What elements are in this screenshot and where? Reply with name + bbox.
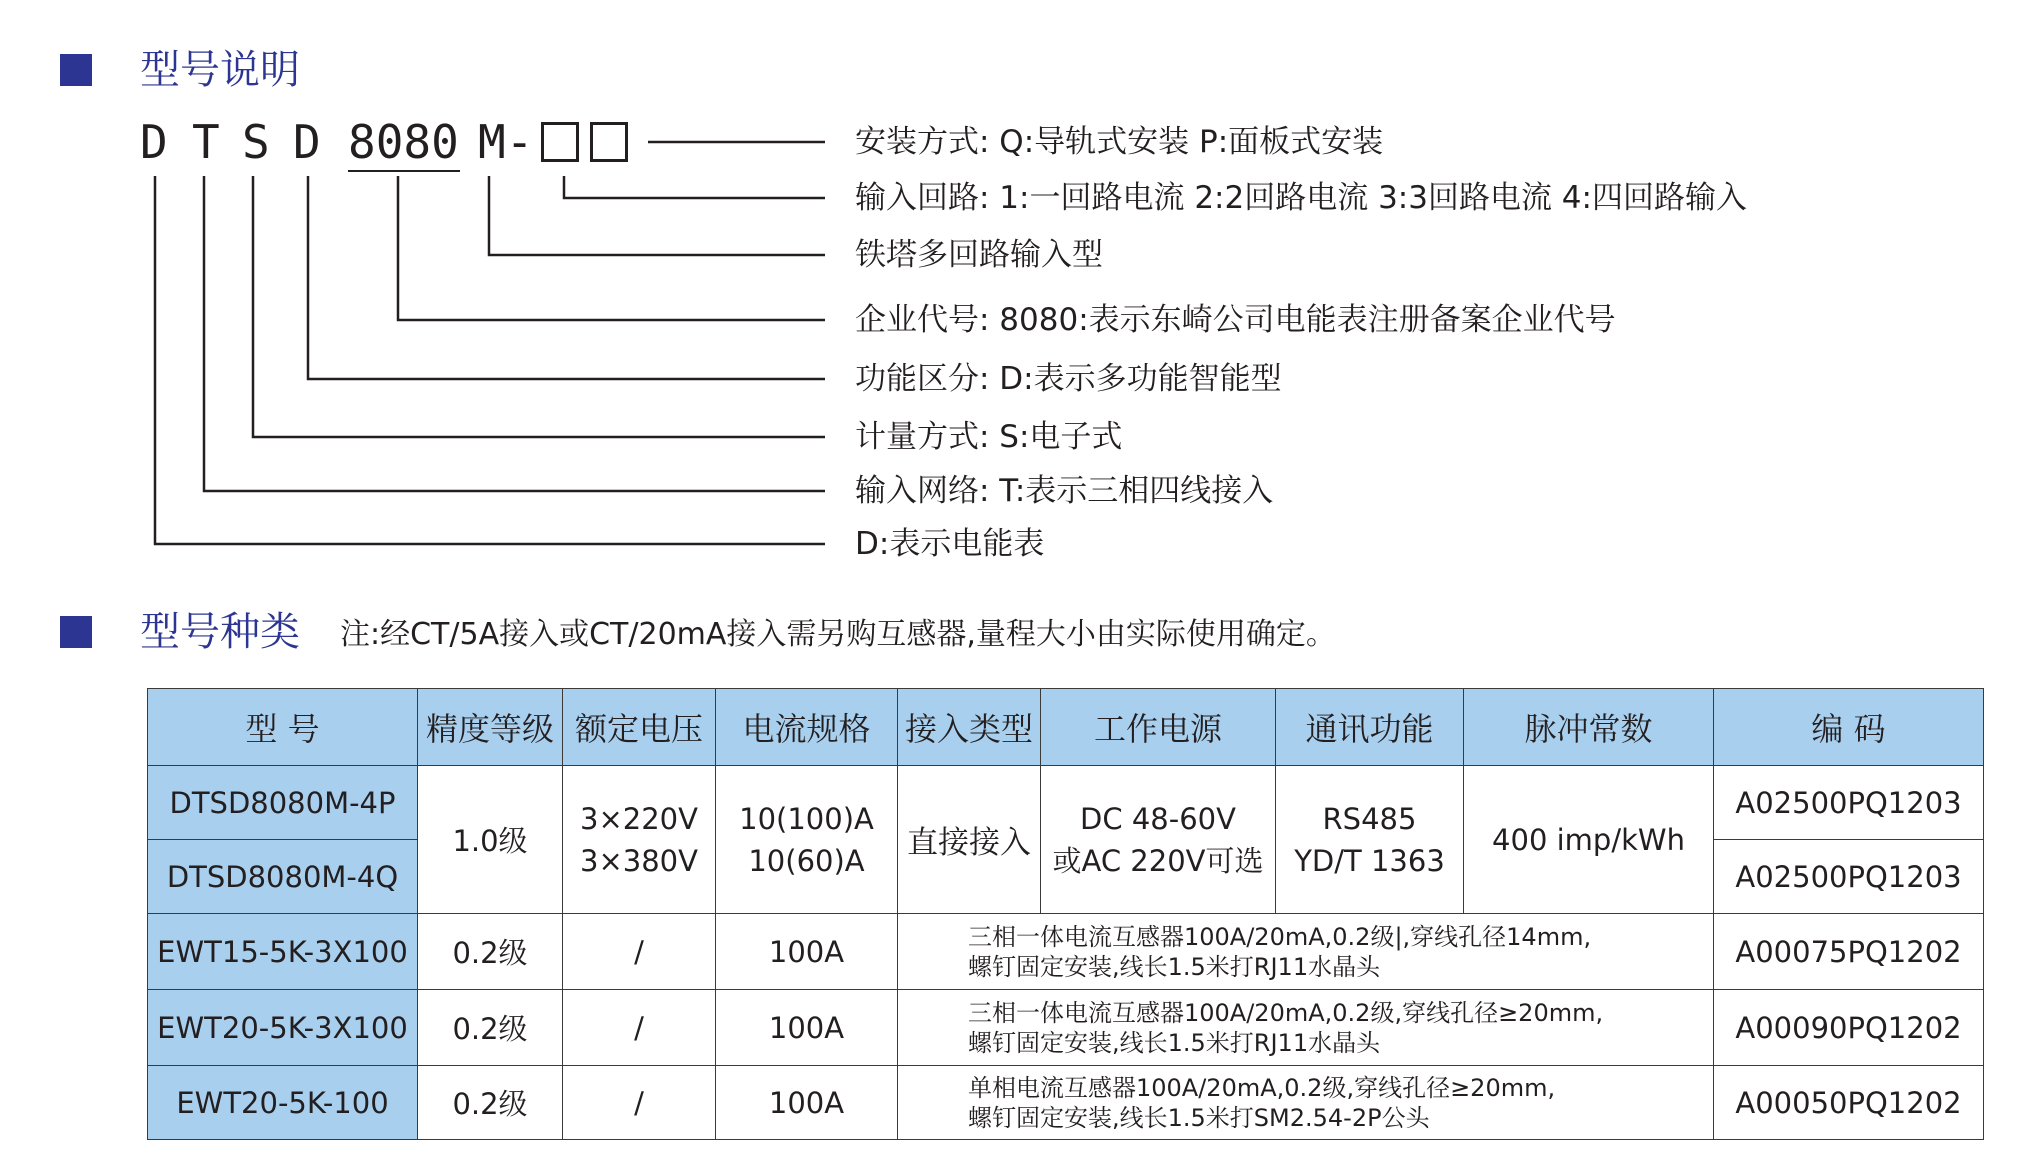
header-current: 电流规格	[716, 689, 898, 766]
cell-accuracy: 0.2级	[418, 1066, 563, 1140]
cell-access: 直接接入	[898, 766, 1041, 914]
cell-code: A00090PQ1202	[1714, 990, 1984, 1066]
power-line: DC 48-60V	[1080, 801, 1236, 836]
header-voltage: 额定电压	[563, 689, 716, 766]
desc-line: 螺钉固定安装,线长1.5米打SM2.54-2P公头	[968, 1103, 1430, 1132]
header-code: 编 码	[1714, 689, 1984, 766]
cell-code: A02500PQ1203	[1714, 840, 1984, 914]
cell-model: EWT20-5K-100	[148, 1066, 418, 1140]
cell-description	[898, 1066, 1714, 1140]
cell-pulse: 400 imp/kWh	[1464, 766, 1714, 914]
section-title: 型号种类	[140, 609, 300, 655]
code-char-s: S	[242, 115, 270, 169]
cell-model: DTSD8080M-4Q	[148, 840, 418, 914]
table-row	[148, 914, 1984, 990]
desc-line: 单相电流互感器100A/20mA,0.2级,穿线孔径≥20mm,	[968, 1073, 1556, 1102]
header-accuracy: 精度等级	[418, 689, 563, 766]
header-access: 接入类型	[898, 689, 1041, 766]
line-circuits	[564, 176, 825, 198]
header-comm: 通讯功能	[1276, 689, 1464, 766]
voltage-line: 3×220V	[580, 801, 698, 836]
cell-voltage: /	[563, 914, 716, 990]
cell-voltage: /	[563, 990, 716, 1066]
cell-model: EWT20-5K-3X100	[148, 990, 418, 1066]
legend-mount-type: 安装方式: Q:导轨式安装 P:面板式安装	[855, 124, 1384, 160]
current-line: 10(60)A	[748, 843, 865, 878]
voltage-line: 3×380V	[580, 843, 698, 878]
cell-code: A00075PQ1202	[1714, 914, 1984, 990]
power-line: 或AC 220V可选	[1052, 843, 1264, 878]
line-metering	[253, 176, 825, 437]
table-header-row	[148, 689, 1984, 766]
table-row	[148, 990, 1984, 1066]
cell-code: A02500PQ1203	[1714, 766, 1984, 840]
cell-description	[898, 990, 1714, 1066]
cell-description	[898, 914, 1714, 990]
comm-line: YD/T 1363	[1294, 843, 1445, 878]
legend-input-circuits: 输入回路: 1:一回路电流 2:2回路电流 3:3回路电流 4:四回路输入	[855, 180, 1747, 216]
cell-current: 100A	[716, 990, 898, 1066]
cell-voltage	[563, 766, 716, 914]
desc-line: 三相一体电流互感器100A/20mA,0.2级|,穿线孔径14mm,	[968, 922, 1592, 951]
header-power: 工作电源	[1041, 689, 1276, 766]
cell-current: 100A	[716, 1066, 898, 1140]
code-m: M-	[478, 115, 534, 169]
legend-enterprise-code: 企业代号: 8080:表示东崎公司电能表注册备案企业代号	[855, 302, 1616, 338]
bullet-square-icon	[60, 616, 92, 648]
cell-accuracy: 0.2级	[418, 914, 563, 990]
current-line: 10(100)A	[739, 801, 874, 836]
cell-comm	[1276, 766, 1464, 914]
cell-code: A00050PQ1202	[1714, 1066, 1984, 1140]
comm-line: RS485	[1322, 801, 1417, 836]
legend-function: 功能区分: D:表示多功能智能型	[855, 361, 1282, 397]
desc-line: 三相一体电流互感器100A/20mA,0.2级,穿线孔径≥20mm,	[968, 998, 1604, 1027]
code-char-d2: D	[293, 115, 321, 169]
cell-model: DTSD8080M-4P	[148, 766, 418, 840]
cell-voltage: /	[563, 1066, 716, 1140]
section-note: 注:经CT/5A接入或CT/20mA接入需另购互感器,量程大小由实际使用确定。	[340, 617, 1336, 652]
section-title: 型号说明	[140, 47, 300, 93]
header-pulse: 脉冲常数	[1464, 689, 1714, 766]
code-char-t: T	[192, 115, 220, 169]
cell-current: 100A	[716, 914, 898, 990]
cell-accuracy: 0.2级	[418, 990, 563, 1066]
line-tower-type	[489, 176, 825, 255]
table-row	[148, 766, 1984, 840]
cell-model: EWT15-5K-3X100	[148, 914, 418, 990]
legend-network: 输入网络: T:表示三相四线接入	[855, 473, 1274, 509]
desc-line: 螺钉固定安装,线长1.5米打RJ11水晶头	[968, 952, 1381, 981]
line-function	[308, 176, 825, 379]
table-row	[148, 1066, 1984, 1140]
cell-power	[1041, 766, 1276, 914]
header-model: 型 号	[148, 689, 418, 766]
code-enterprise: 8080	[348, 115, 459, 169]
line-network	[204, 176, 825, 491]
cell-accuracy: 1.0级	[418, 766, 563, 914]
model-spec-table	[147, 688, 1984, 1140]
legend-tower-type: 铁塔多回路输入型	[855, 237, 1103, 273]
cell-current	[716, 766, 898, 914]
code-char-d1: D	[140, 115, 168, 169]
legend-meter: D:表示电能表	[855, 526, 1045, 562]
legend-metering: 计量方式: S:电子式	[855, 419, 1123, 455]
desc-line: 螺钉固定安装,线长1.5米打RJ11水晶头	[968, 1028, 1381, 1057]
